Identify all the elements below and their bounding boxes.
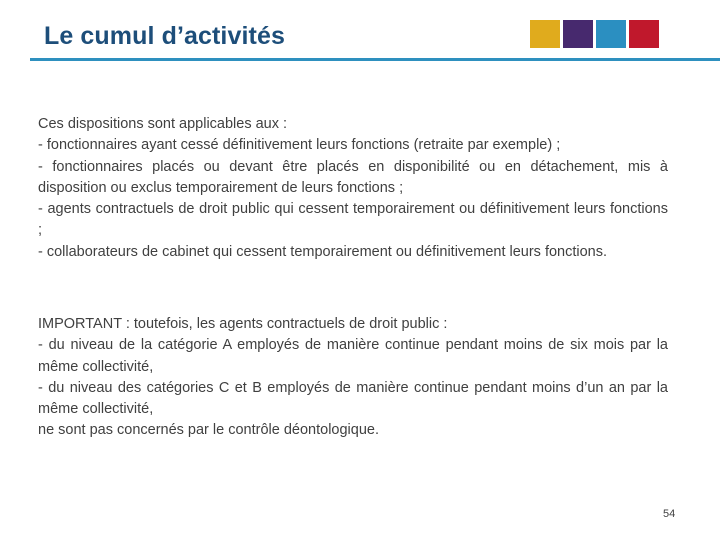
list-item: - du niveau de la catégorie A employés de manière continue pendant moins de six mois par la même collectivité, xyxy=(38,337,668,375)
important-intro: IMPORTANT : toutefois, les agents contractuels de droit public : xyxy=(38,316,448,332)
important-conclusion: ne sont pas concernés par le contrôle déontologique. xyxy=(38,422,379,439)
swatch-purple xyxy=(563,20,593,48)
list-item: - fonctionnaires ayant cessé définitivement leurs fonctions (retraite par exemple) ; xyxy=(38,137,561,154)
applicability-block xyxy=(38,114,668,263)
list-item: - fonctionnaires placés ou devant être placés en disponibilité ou en détachement, mis à disposition ou exclus temporairement de leurs fonctions ; xyxy=(38,158,668,196)
swatch-red xyxy=(629,20,659,48)
page-number: 54 xyxy=(663,508,676,520)
important-block xyxy=(38,314,668,442)
list-item: - du niveau des catégories C et B employés de manière continue pendant moins d’un an par la même collectivité, xyxy=(38,379,668,418)
list-item: - collaborateurs de cabinet qui cessent temporairement ou définitivement leurs fonctions. xyxy=(38,243,608,260)
title-underline xyxy=(30,58,720,61)
list-item: - agents contractuels de droit public qui cessent temporairement ou définitivement leurs fonctions ; xyxy=(38,201,668,239)
applicability-intro: Ces dispositions sont applicables aux : xyxy=(38,116,288,132)
swatch-blue xyxy=(596,20,626,48)
slide-title: Le cumul d’activités xyxy=(44,22,285,50)
swatch-yellow xyxy=(530,20,560,48)
